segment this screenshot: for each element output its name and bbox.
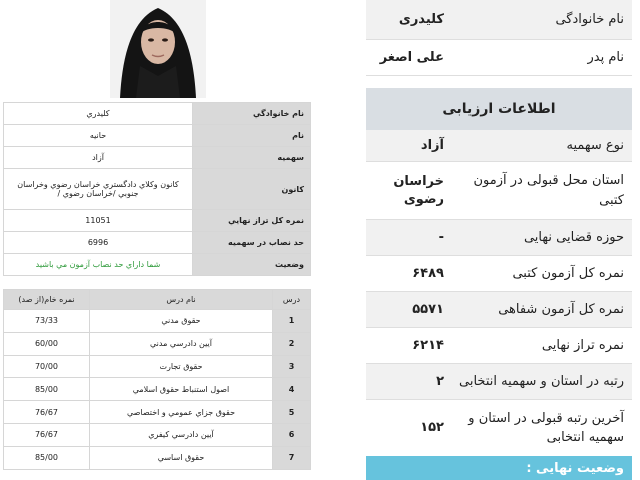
row-value: ۵۵۷۱ <box>412 301 444 317</box>
table-row <box>4 310 311 333</box>
row-label: حوزه قضایی نهایی <box>523 229 624 245</box>
course-num: 4 <box>273 378 311 401</box>
row-value: ۶۴۸۹ <box>412 265 444 281</box>
list-item <box>366 328 632 364</box>
course-scores-table <box>3 289 311 470</box>
row-value: کلیدری <box>398 11 444 27</box>
table-row <box>4 446 311 469</box>
course-header-row <box>4 290 311 310</box>
info-row-family <box>4 103 311 125</box>
course-name: آيين دادرسي كيفري <box>90 423 273 446</box>
info-row-office <box>4 169 311 210</box>
result-panel-left <box>0 0 312 480</box>
table-row <box>4 401 311 424</box>
office-value: كانون وكلاي دادگستري خراسان رضوي وخراسان جنوبي /خراسان رضوي / <box>4 169 193 210</box>
family-label: نام خانوادگي <box>193 103 311 125</box>
table-row <box>4 378 311 401</box>
course-score: 76/67 <box>4 423 90 446</box>
evaluation-panel-right <box>366 0 632 480</box>
header-score: نمره خام(از صد) <box>4 290 90 310</box>
row-label: نام خانوادگی <box>555 11 624 27</box>
threshold-label: حد نصاب در سهميه <box>193 232 311 254</box>
course-score: 73/33 <box>4 310 90 333</box>
course-num: 2 <box>273 332 311 355</box>
row-label: نمره کل آزمون شفاهی <box>498 301 624 317</box>
course-score: 70/00 <box>4 355 90 378</box>
list-item <box>366 364 632 400</box>
info-row-final-score <box>4 210 311 232</box>
row-value: ۶۲۱۴ <box>412 337 444 353</box>
name-label: نام <box>193 125 311 147</box>
info-row-quota <box>4 147 311 169</box>
final-status-bar: وضعیت نهایی : <box>366 456 632 480</box>
row-value: علی اصغر <box>379 49 444 65</box>
info-row-name <box>4 125 311 147</box>
row-label: نام پدر <box>587 49 624 65</box>
table-row <box>4 423 311 446</box>
row-value: آزاد <box>420 137 444 153</box>
row-label: نوع سهمیه <box>566 137 624 153</box>
applicant-photo <box>110 0 206 98</box>
header-course-num: درس <box>273 290 311 310</box>
course-num: 6 <box>273 423 311 446</box>
course-name: حقوق مدني <box>90 310 273 333</box>
row-value: ۲ <box>436 373 444 389</box>
row-label: استان محل قبولی در آزمون کتبی <box>473 173 624 208</box>
course-score: 85/00 <box>4 446 90 469</box>
threshold-value: 6996 <box>4 232 193 254</box>
final-score-value: 11051 <box>4 210 193 232</box>
list-item <box>366 256 632 292</box>
status-label: وضعيت <box>193 254 311 276</box>
row-label: رتبه در استان و سهمیه انتخابی <box>459 373 624 389</box>
list-item <box>366 292 632 328</box>
course-num: 1 <box>273 310 311 333</box>
row-label: نمره تراز نهایی <box>541 337 624 353</box>
quota-label: سهميه <box>193 147 311 169</box>
list-item <box>366 220 632 256</box>
course-num: 7 <box>273 446 311 469</box>
row-value: ۱۵۲ <box>420 420 444 436</box>
final-score-label: نمره كل تراز نهايي <box>193 210 311 232</box>
course-num: 3 <box>273 355 311 378</box>
course-name: آيين دادرسي مدني <box>90 332 273 355</box>
evaluation-header: اطلاعات ارزیابی <box>366 88 632 130</box>
office-label: كانون <box>193 169 311 210</box>
table-row <box>4 332 311 355</box>
list-item <box>366 40 632 76</box>
course-score: 85/00 <box>4 378 90 401</box>
info-row-status <box>4 254 311 276</box>
list-item <box>366 130 632 162</box>
table-row <box>4 355 311 378</box>
row-label: آخرین رتبه قبولی در استان و سهمیه انتخابی <box>468 410 624 445</box>
course-score: 60/00 <box>4 332 90 355</box>
row-label: نمره کل آزمون کتبی <box>512 265 624 281</box>
course-name: حقوق تجارت <box>90 355 273 378</box>
family-value: كليدري <box>4 103 193 125</box>
course-name: حقوق اساسي <box>90 446 273 469</box>
row-value: خراسان رضوی <box>393 173 444 207</box>
list-item <box>366 0 632 40</box>
name-value: حانيه <box>4 125 193 147</box>
course-num: 5 <box>273 401 311 424</box>
list-item <box>366 400 632 456</box>
quota-value: آزاد <box>4 147 193 169</box>
info-row-threshold <box>4 232 311 254</box>
course-score: 76/67 <box>4 401 90 424</box>
list-item <box>366 162 632 220</box>
header-course-name: نام درس <box>90 290 273 310</box>
course-name: حقوق جزاي عمومي و اختصاصي <box>90 401 273 424</box>
status-value: شما داراي حد نصاب آزمون مي باشيد <box>4 254 193 276</box>
applicant-info-table <box>3 102 311 276</box>
course-name: اصول استنباط حقوق اسلامي <box>90 378 273 401</box>
row-value: - <box>438 229 444 245</box>
